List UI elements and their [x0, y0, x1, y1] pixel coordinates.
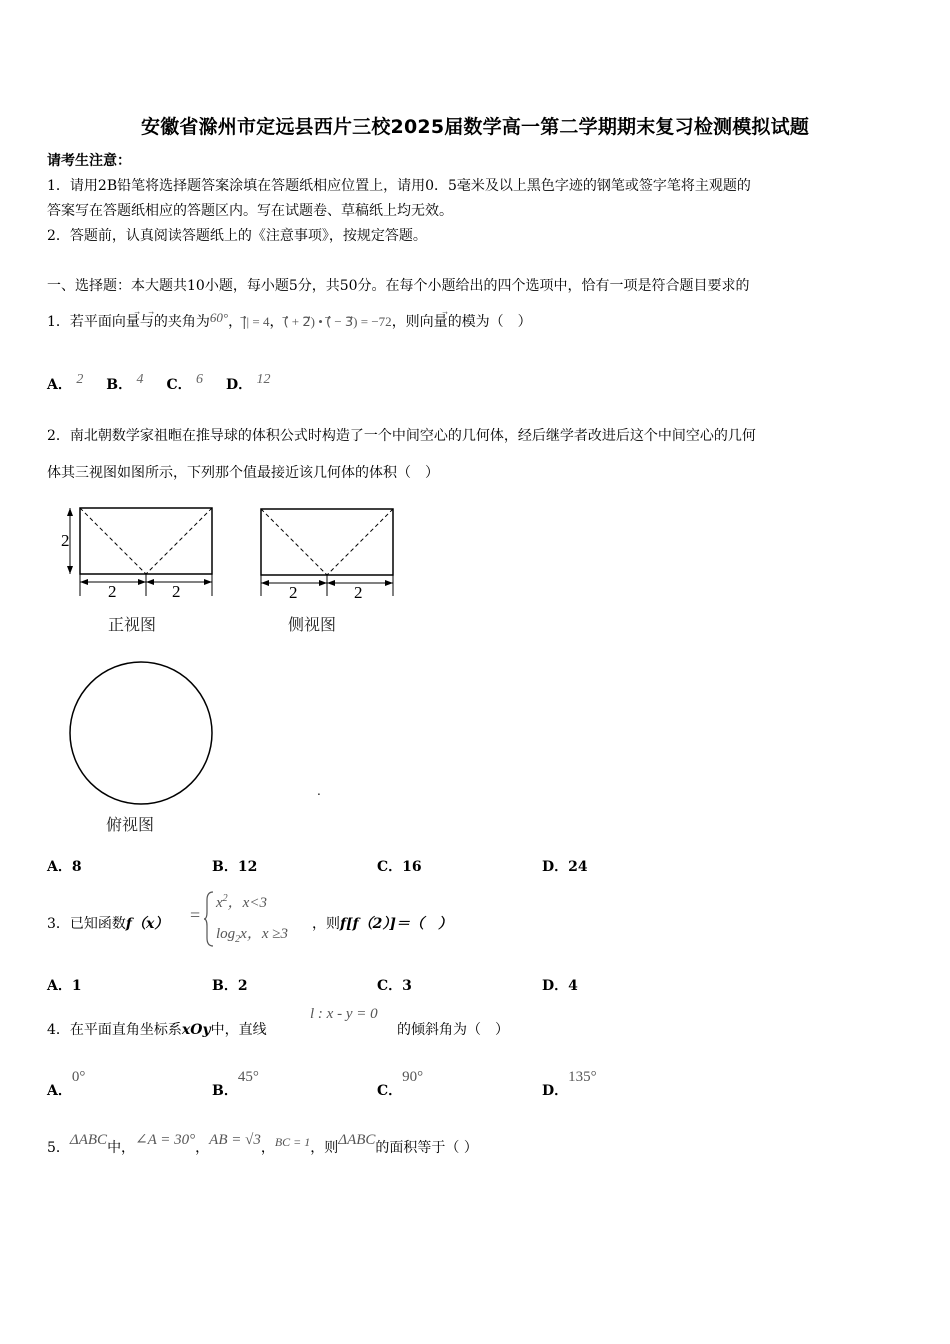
- q4-option-b: [212, 1066, 259, 1099]
- q3-case2-sub: 2: [235, 934, 241, 945]
- q3-suffix: ，则: [312, 916, 340, 932]
- q3-option-d-label: D．: [542, 978, 569, 994]
- q4-prefix: 4．在平面直角坐标系: [47, 1022, 182, 1038]
- q4-option-a-label: A．: [47, 1083, 72, 1099]
- question-5: [47, 1132, 478, 1158]
- q5-triangle: ΔABC: [69, 1132, 108, 1148]
- q5-t4: ，则: [310, 1140, 339, 1156]
- q3-option-a-label: A．: [47, 978, 72, 994]
- q4-suffix: 的倾斜角为（ ）: [397, 1022, 509, 1038]
- q5-suffix: 的面积等于（ ）: [375, 1140, 478, 1156]
- front-view-caption: 正视图: [108, 615, 157, 634]
- q2-option-a: [47, 856, 82, 876]
- q3-function-name: f（x）: [125, 916, 169, 932]
- page-title: 安徽省滁州市定远县西片三校2025届数学高一第二学期期末复习检测模拟试题: [140, 116, 810, 138]
- q4-option-a: [47, 1066, 86, 1099]
- q3-option-b-label: B．: [212, 978, 238, 994]
- notice-item-1a: 1．请用2B铅笔将选择题答案涂填在答题纸相应位置上，请用0．5毫米及以上黑色字迹的钢笔或签字笔将主观题的: [47, 178, 751, 194]
- q2-option-c-value: 16: [402, 859, 422, 875]
- q3-option-b: [212, 975, 248, 995]
- notice-heading: 请考生注意：: [47, 153, 131, 169]
- q4-option-c: [377, 1066, 424, 1099]
- q1-option-d-label: D．: [225, 377, 253, 393]
- side-view-figure: [255, 500, 405, 605]
- q2-option-b-label: B．: [212, 859, 238, 875]
- q2-option-d-value: 24: [568, 859, 588, 875]
- q4-option-c-label: C．: [377, 1083, 403, 1099]
- q3-option-a-value: 1: [71, 978, 82, 994]
- q5-t1: 中，: [107, 1140, 136, 1156]
- q5-ab: AB = √3: [209, 1132, 261, 1148]
- q4-prefix-line: [47, 1020, 267, 1040]
- q4-option-d-label: D．: [542, 1083, 569, 1099]
- q3-case1-x: x: [216, 895, 223, 911]
- top-view-caption: 俯视图: [106, 815, 155, 834]
- q4-option-b-value: 45°: [237, 1069, 259, 1085]
- q1-suffix: ，则向量: [391, 314, 448, 330]
- stray-dot: .: [317, 784, 321, 798]
- q2-option-c: [377, 856, 422, 876]
- q5-bc: BC = 1: [274, 1135, 311, 1149]
- q1-mid1: 与: [139, 314, 154, 330]
- q3-option-d: [542, 975, 578, 995]
- q3-brace-icon: [203, 890, 215, 948]
- q3-case2-cond: ，x ≥3: [246, 926, 288, 942]
- notice-item-2: 2．答题前，认真阅读答题纸上的《注意事项》，按规定答题。: [47, 228, 427, 244]
- q4-line-equation: l : x - y = 0: [310, 1006, 378, 1022]
- q3-case2-x: x: [240, 926, 247, 942]
- side-right-width-label: 2: [354, 583, 363, 602]
- q4-option-c-value: 90°: [402, 1069, 424, 1085]
- q1-options: [47, 372, 271, 394]
- q2-option-d-label: D．: [542, 859, 569, 875]
- q3-option-a: [47, 975, 82, 995]
- q2-line-1: 2．南北朝数学家祖暅在推导球的体积公式时构造了一个中间空心的几何体，经后继学者改进后这个中间空心的几何: [47, 428, 756, 444]
- notice-item-1b: 答案写在答题纸相应的答题区内。写在试题卷、草稿纸上均无效。: [47, 203, 453, 219]
- q3-prefix-line: [47, 914, 168, 934]
- question-1: [47, 307, 532, 332]
- q3-equals: =: [190, 905, 201, 925]
- q3-option-c-label: C．: [377, 978, 403, 994]
- q3-suffix-line: [312, 914, 452, 934]
- front-height-label: 2: [61, 531, 70, 550]
- q2-option-b: [212, 856, 257, 876]
- q1-option-d-value: 12: [256, 372, 271, 387]
- q1-angle: 60°: [209, 310, 229, 325]
- q1-end: 的模为（ ）: [447, 314, 532, 330]
- front-left-width-label: 2: [108, 582, 117, 601]
- q2-option-c-label: C．: [377, 859, 403, 875]
- q1-option-c-label: C．: [166, 377, 192, 393]
- q3-case2-log: log: [216, 926, 236, 942]
- q1-option-c-value: 6: [196, 372, 204, 387]
- front-right-width-label: 2: [172, 582, 181, 601]
- q2-option-a-value: 8: [71, 859, 82, 875]
- side-left-width-label: 2: [289, 583, 298, 602]
- q1-mid2: 的夹角为: [153, 314, 210, 330]
- q2-option-a-label: A．: [47, 859, 72, 875]
- section-1-heading: 一、选择题：本大题共10小题，每小题5分，共50分。在每个小题给出的四个选项中，恰有一项是符合题目要求的: [47, 278, 750, 294]
- q4-option-b-label: B．: [212, 1083, 238, 1099]
- q5-t3: ，: [260, 1140, 275, 1156]
- front-view-figure: [55, 500, 225, 605]
- q3-prefix: 3．已知函数: [47, 916, 126, 932]
- q1-comma2: ，: [269, 314, 284, 330]
- q4-option-d: [542, 1066, 597, 1099]
- q3-case1-sup: 2: [222, 893, 228, 904]
- q1-prefix: 1．若平面向量: [47, 314, 140, 330]
- q3-case1-cond: ，x<3: [227, 895, 267, 911]
- q1-comma1: ，: [228, 314, 243, 330]
- q3-option-c: [377, 975, 412, 995]
- q2-option-d: [542, 856, 588, 876]
- q5-prefix: 5．: [47, 1140, 70, 1156]
- q3-option-b-value: 2: [237, 978, 248, 994]
- q3-case-2: [216, 922, 288, 945]
- q1-option-a-value: 2: [76, 372, 84, 387]
- q5-angle: ∠A = 30°: [135, 1132, 196, 1148]
- q5-triangle-2: ΔABC: [338, 1132, 376, 1148]
- top-view-figure: [66, 658, 218, 810]
- q1-option-b-label: B．: [106, 377, 133, 393]
- q5-t2: ，: [195, 1140, 210, 1156]
- q4-mid: 中，直线: [210, 1022, 267, 1038]
- q4-option-a-value: 0°: [71, 1069, 86, 1085]
- q3-ff: f[f（2）]＝（ ）: [340, 916, 453, 932]
- q3-option-d-value: 4: [568, 978, 578, 994]
- q2-line-2: 体其三视图如图所示，下列那个值最接近该几何体的体积（ ）: [47, 465, 439, 481]
- q1-equation: (⃗ + 2⃗) • (⃗ − 3⃗) = −72: [283, 314, 392, 329]
- q2-option-b-value: 12: [237, 859, 258, 875]
- q1-option-a-label: A．: [47, 377, 72, 393]
- q3-option-c-value: 3: [402, 978, 412, 994]
- side-view-caption: 侧视图: [288, 615, 337, 634]
- q1-magnitude: |⃗| = 4: [242, 314, 270, 329]
- q4-option-d-value: 135°: [568, 1069, 597, 1085]
- q3-case-1: [216, 891, 267, 912]
- q4-xoy: xOy: [181, 1022, 211, 1038]
- q1-option-b-value: 4: [136, 372, 144, 387]
